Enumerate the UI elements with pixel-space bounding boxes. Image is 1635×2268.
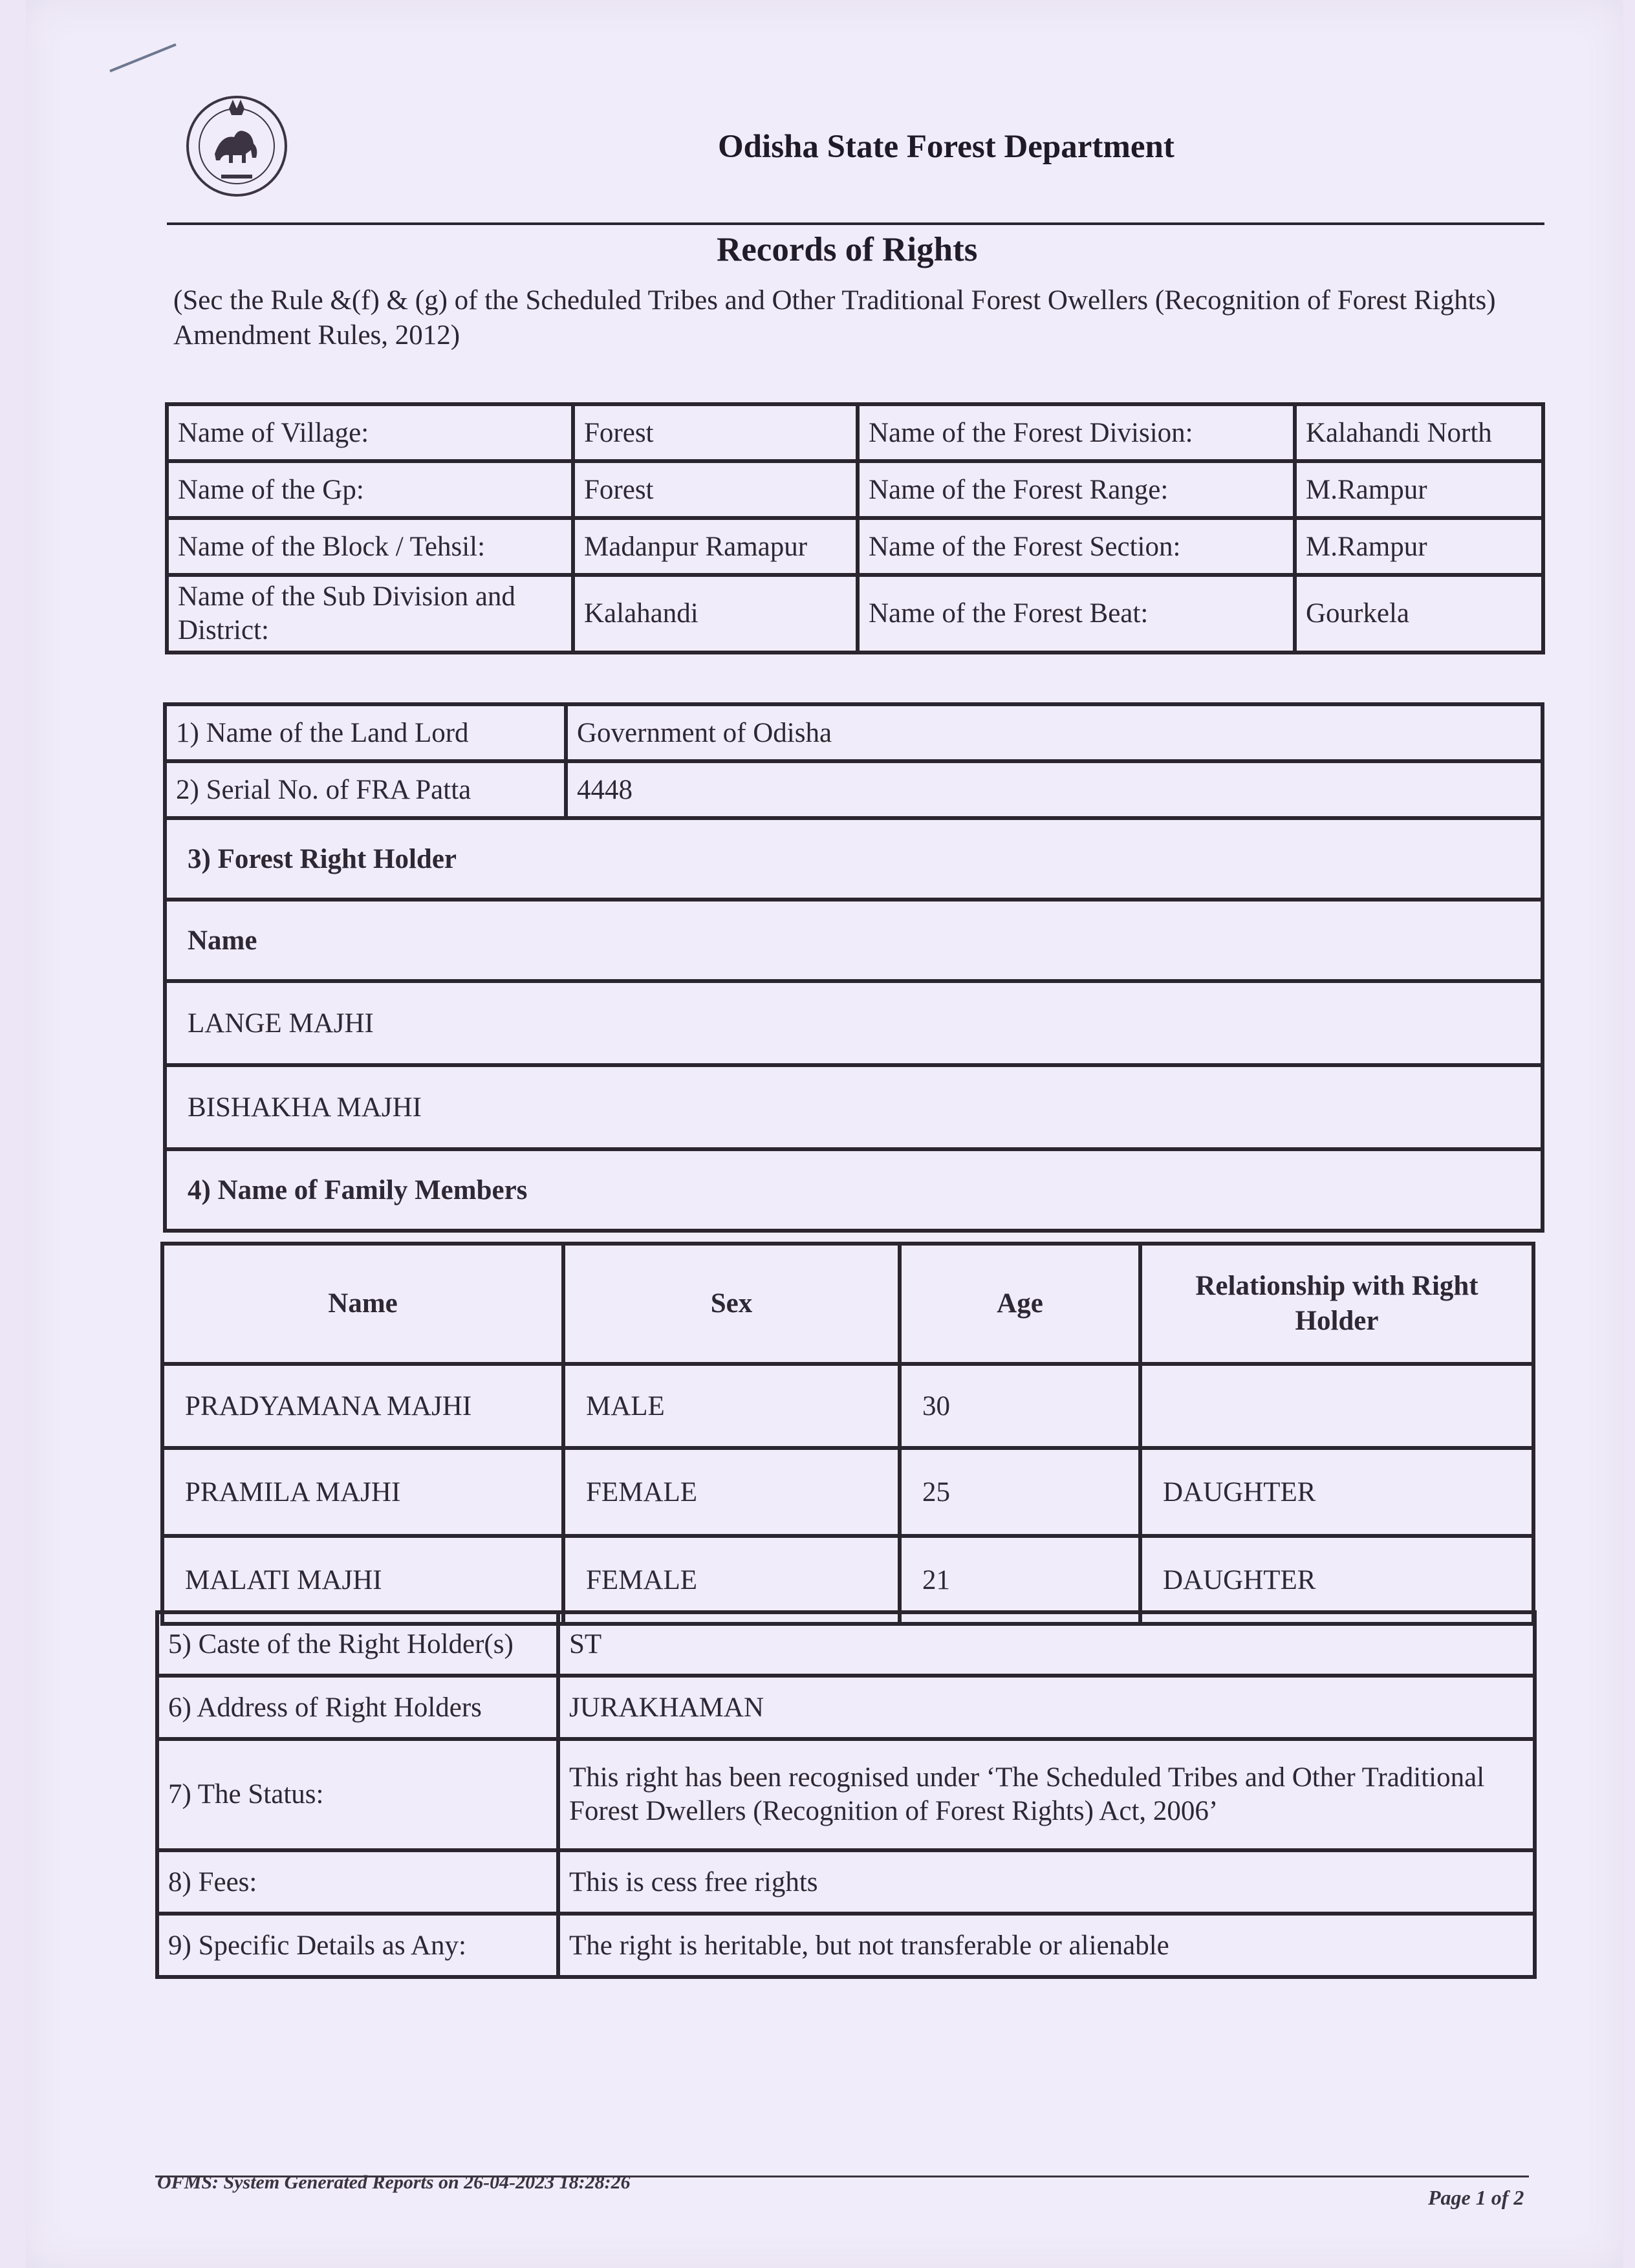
- patta-value: 4448: [566, 761, 1543, 818]
- table-row: [162, 1448, 1533, 1536]
- location-table: [165, 402, 1545, 654]
- record-table: [163, 702, 1544, 1233]
- land-lord-value: Government of Odisha: [566, 704, 1543, 761]
- specific-details-value: The right is heritable, but not transferable or alienable: [558, 1914, 1535, 1977]
- document-subtitle: (Sec the Rule &(f) & (g) of the Scheduled Tribes and Other Traditional Forest Owellers (Recognition of Forest Rights) Amendment Rules, 2012): [173, 285, 1496, 351]
- column-header-age: Age: [900, 1244, 1140, 1364]
- forest-division-value: Kalahandi North: [1295, 404, 1543, 461]
- generated-timestamp: OFMS: System Generated Reports on 26-04-2023 18:28:26: [157, 2172, 631, 2193]
- specific-details-label: 9) Specific Details as Any:: [157, 1914, 558, 1977]
- forest-range-label: Name of the Forest Range:: [858, 461, 1295, 518]
- document-title: Records of Rights: [717, 231, 978, 268]
- table-row: [165, 1149, 1543, 1231]
- member-sex: FEMALE: [563, 1536, 900, 1624]
- column-header-sex: Sex: [563, 1244, 900, 1364]
- pen-mark: [109, 43, 176, 72]
- member-sex: FEMALE: [563, 1448, 900, 1536]
- member-relationship: DAUGHTER: [1140, 1448, 1533, 1536]
- block-label: Name of the Block / Tehsil:: [167, 518, 573, 575]
- caste-label: 5) Caste of the Right Holder(s): [157, 1612, 558, 1676]
- member-age: 30: [900, 1364, 1140, 1448]
- member-relationship: [1140, 1364, 1533, 1448]
- gp-label: Name of the Gp:: [167, 461, 573, 518]
- forest-beat-value: Gourkela: [1295, 575, 1543, 653]
- forest-division-label: Name of the Forest Division:: [858, 404, 1295, 461]
- forest-section-label: Name of the Forest Section:: [858, 518, 1295, 575]
- subdivision-value: Kalahandi: [573, 575, 858, 653]
- member-sex: MALE: [563, 1364, 900, 1448]
- table-row: [167, 575, 1543, 653]
- page-number: Page 1 of 2: [1428, 2186, 1524, 2209]
- member-name: PRADYAMANA MAJHI: [162, 1364, 563, 1448]
- forest-range-value: M.Rampur: [1295, 461, 1543, 518]
- table-row: [165, 1065, 1543, 1149]
- table-row: [157, 1612, 1535, 1676]
- table-row: [165, 900, 1543, 981]
- table-row: [167, 518, 1543, 575]
- holder-name-header: Name: [165, 900, 1543, 981]
- table-row: [167, 404, 1543, 461]
- details-table: [155, 1610, 1537, 1979]
- fees-label: 8) Fees:: [157, 1850, 558, 1914]
- family-table: [160, 1242, 1535, 1626]
- subdivision-label: Name of the Sub Division and District:: [167, 575, 573, 653]
- holder-name: BISHAKHA MAJHI: [165, 1065, 1543, 1149]
- table-row: [157, 1850, 1535, 1914]
- member-name: MALATI MAJHI: [162, 1536, 563, 1624]
- department-title: Odisha State Forest Department: [718, 129, 1175, 165]
- family-section-heading: 4) Name of Family Members: [165, 1149, 1543, 1231]
- holder-name: LANGE MAJHI: [165, 981, 1543, 1065]
- forest-section-value: M.Rampur: [1295, 518, 1543, 575]
- fees-value: This is cess free rights: [558, 1850, 1535, 1914]
- odisha-emblem-icon: [182, 83, 291, 204]
- table-row: [167, 461, 1543, 518]
- status-value: This right has been recognised under ‘The Scheduled Tribes and Other Traditional Forest Dwellers (Recognition of Forest Rights) Act, 2006’: [558, 1739, 1535, 1850]
- table-row: [157, 1739, 1535, 1850]
- address-label: 6) Address of Right Holders: [157, 1676, 558, 1739]
- land-lord-label: 1) Name of the Land Lord: [165, 704, 566, 761]
- column-header-name: Name: [162, 1244, 563, 1364]
- table-row: [165, 818, 1543, 900]
- column-header-relationship: Relationship with Right Holder: [1140, 1244, 1533, 1364]
- address-value: JURAKHAMAN: [558, 1676, 1535, 1739]
- holder-section-heading: 3) Forest Right Holder: [165, 818, 1543, 900]
- table-row: [157, 1914, 1535, 1977]
- member-age: 25: [900, 1448, 1140, 1536]
- document-page: [26, 0, 1623, 2268]
- village-label: Name of Village:: [167, 404, 573, 461]
- header-divider: [167, 222, 1544, 225]
- status-label: 7) The Status:: [157, 1739, 558, 1850]
- member-name: PRAMILA MAJHI: [162, 1448, 563, 1536]
- member-relationship: DAUGHTER: [1140, 1536, 1533, 1624]
- gp-value: Forest: [573, 461, 858, 518]
- table-row: [165, 981, 1543, 1065]
- table-row: [157, 1676, 1535, 1739]
- forest-beat-label: Name of the Forest Beat:: [858, 575, 1295, 653]
- patta-label: 2) Serial No. of FRA Patta: [165, 761, 566, 818]
- table-row: [165, 704, 1543, 761]
- village-value: Forest: [573, 404, 858, 461]
- block-value: Madanpur Ramapur: [573, 518, 858, 575]
- table-row: [162, 1364, 1533, 1448]
- table-row: [165, 761, 1543, 818]
- caste-value: ST: [558, 1612, 1535, 1676]
- table-header-row: [162, 1244, 1533, 1364]
- member-age: 21: [900, 1536, 1140, 1624]
